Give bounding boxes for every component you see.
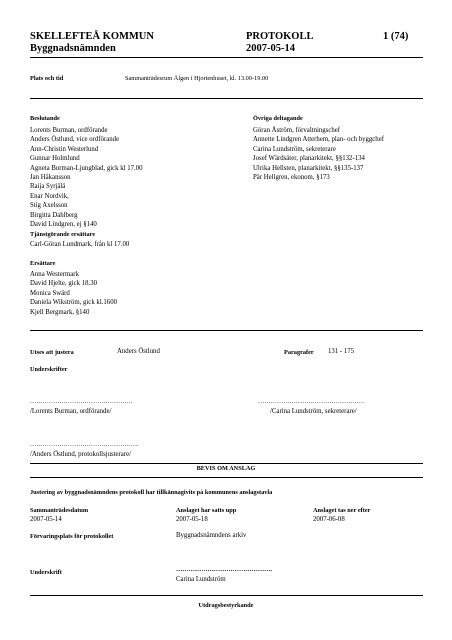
participant-item: Ulrika Hellsten, planarkitekt, §§135-137 xyxy=(253,164,364,172)
underskrifter-label: Underskrifter xyxy=(30,366,68,373)
ersattare-heading: Ersättare xyxy=(30,260,56,267)
removed-label: Anslaget tas ner efter xyxy=(313,507,371,514)
paragraphs-label: Paragrafer xyxy=(284,349,314,356)
member-item: Lorents Burman, ordförande xyxy=(30,127,108,134)
participant-item: Carina Lundström, sekreterare xyxy=(253,145,336,153)
anslag-signature-dots: ………………………………………. xyxy=(176,566,273,573)
member-item: Jan Håkansson xyxy=(30,174,71,182)
beslutande-heading: Beslutande xyxy=(30,115,60,122)
page-number: 1 (74) xyxy=(383,31,409,42)
meeting-date-value: 2007-05-14 xyxy=(30,516,62,523)
beslutande-list xyxy=(30,126,143,229)
place-value: Sammanträdesrum Älgen i Hjortenhuset, kl. 13.00-19.00 xyxy=(125,75,269,82)
member-item: Anders Östlund, vice ordförande xyxy=(30,136,120,144)
participant-item: Josef Wärdsäter, planarkitekt, §§132-134 xyxy=(253,155,365,163)
signature-secretary: /Carina Lundström, sekreterare/ xyxy=(270,408,357,415)
ovriga-list xyxy=(253,126,384,182)
signature-dots-1: …………………………………………. xyxy=(30,398,133,405)
header-rule xyxy=(30,57,423,58)
participant-item: Göran Åström, förvaltningschef xyxy=(253,127,341,134)
tjanstgorande-heading: Tjänstgörande ersättare xyxy=(30,231,96,238)
member-item: Agneta Burman-Ljungblad, gick kl 17.00 xyxy=(30,164,143,172)
paragraphs-value: 131 - 175 xyxy=(328,348,355,355)
org-name: SKELLEFTEÅ KOMMUN xyxy=(30,31,154,42)
participants-rule xyxy=(30,330,423,331)
doc-type: PROTOKOLL xyxy=(246,31,314,42)
member-item: Anna Westermark xyxy=(30,271,79,278)
committee-name: Byggnadsnämnden xyxy=(30,43,116,54)
member-item: Daniela Wikström, gick kl.1600 xyxy=(30,299,118,307)
member-item: Stig Axelsson xyxy=(30,202,68,210)
member-item: Ann-Christin Westerlund xyxy=(30,145,99,153)
anslag-signature-label: Underskrift xyxy=(30,569,62,576)
member-item: Enar Nordvik, xyxy=(30,192,69,200)
member-item: Raija Syrjälä xyxy=(30,183,66,191)
ersattare-list xyxy=(30,270,117,317)
justering-name: Anders Östlund xyxy=(117,348,160,355)
justering-label: Utses att justera xyxy=(30,349,74,356)
anslag-statement: Justering av byggnadsnämndens protokoll har tillkännagivits på kommunens anslagstavla xyxy=(30,489,273,496)
signature-adjuster: /Anders Östlund, protokollsjusterare/ xyxy=(30,451,131,458)
member-item: Monica Swärd xyxy=(30,289,70,297)
member-item: Kjell Bergmark, §140 xyxy=(30,308,90,316)
posted-value: 2007-05-18 xyxy=(176,516,208,523)
storage-value: Byggnadsnämndens arkiv xyxy=(176,532,247,539)
removed-value: 2007-06-08 xyxy=(313,516,345,523)
member-item: Birgitta Dahlberg xyxy=(30,211,78,219)
footer-label: Utdragsbestyrkande xyxy=(198,602,254,609)
signature-chair: /Lorents Burman, ordförande/ xyxy=(30,408,112,415)
anslag-title: BEVIS OM ANSLAG xyxy=(196,465,256,472)
place-rule xyxy=(30,98,423,99)
member-item: Gunnar Holmlund xyxy=(30,155,80,163)
member-item: David Lindgren, ej §140 xyxy=(30,221,97,229)
ovriga-heading: Övriga deltagande xyxy=(253,115,303,122)
meeting-date-label: Sammanträdesdatum xyxy=(30,507,89,514)
signature-dots-2: …………………………………………… xyxy=(258,398,366,405)
footer-rule xyxy=(30,595,423,596)
anslag-signature-name: Carina Lundström xyxy=(176,576,226,583)
member-item: Carl-Göran Lundmark, från kl 17.00 xyxy=(30,241,130,248)
storage-label: Förvaringsplats för protokollet xyxy=(30,533,114,540)
participant-item: Pär Hellgren, ekonom, §173 xyxy=(253,174,330,182)
anslag-rule-top xyxy=(30,463,423,464)
posted-label: Anslaget har satts upp xyxy=(176,507,237,514)
doc-date: 2007-05-14 xyxy=(246,43,295,54)
member-item: David Hjelte, gick 18.30 xyxy=(30,280,98,288)
place-label: Plats och tid xyxy=(30,75,64,82)
participant-item: Annette Lindgren Atterhem, plan- och byggchef xyxy=(253,136,384,144)
tjanstgorande-list xyxy=(30,240,129,249)
signature-dots-3: ……………………………………………. xyxy=(30,441,139,448)
anslag-rule-title xyxy=(30,477,423,478)
